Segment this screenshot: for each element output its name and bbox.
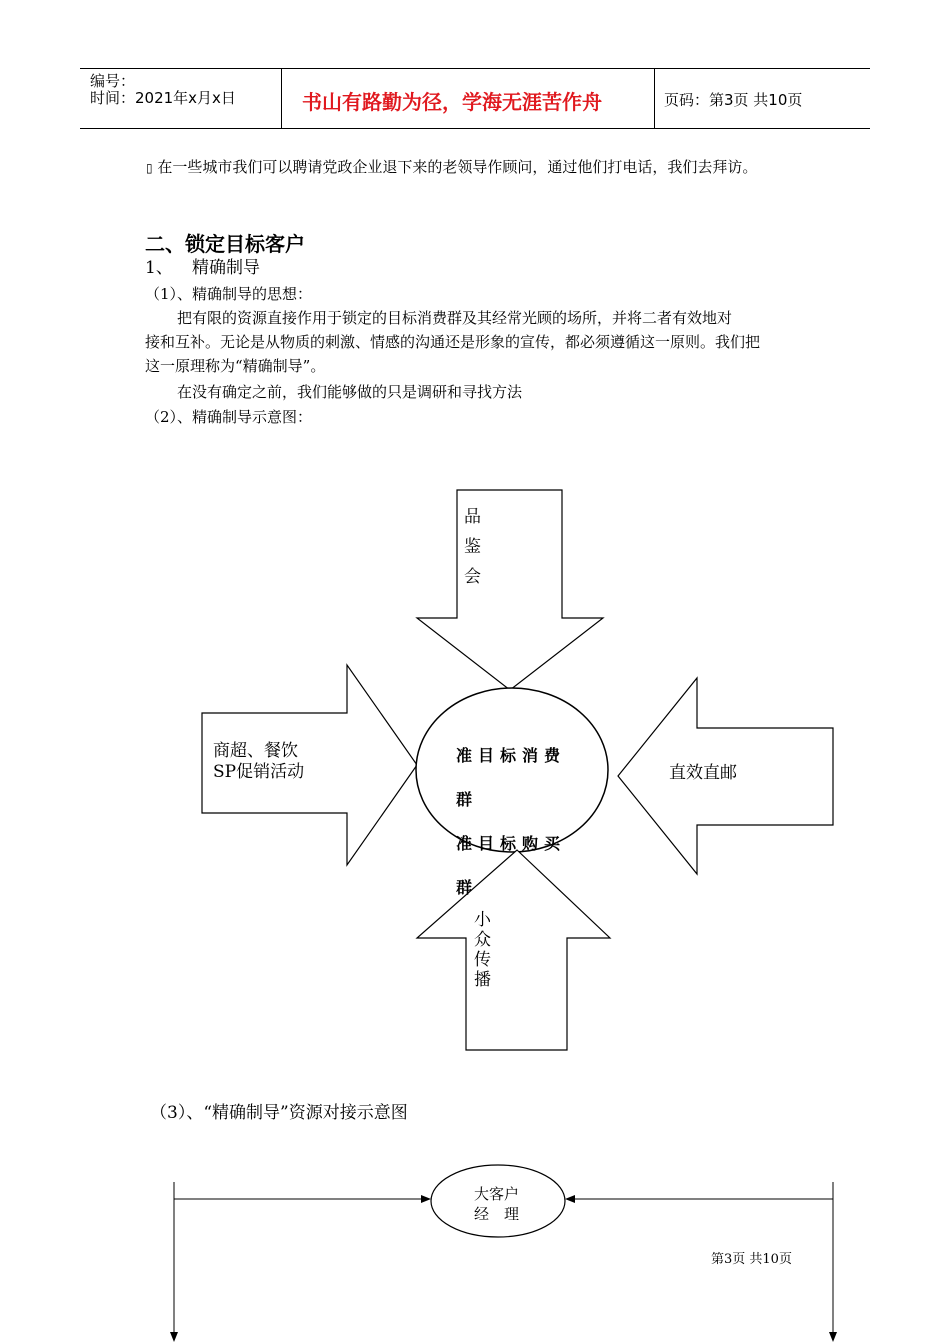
header-page-number: 页码：第3页 共10页 — [664, 91, 803, 109]
center-label: 群 — [456, 878, 479, 897]
center-label: 群 — [456, 790, 479, 809]
arrow-head-down — [170, 1332, 178, 1342]
account-manager-label: 大客户 — [474, 1185, 520, 1203]
arrow-head-down — [829, 1332, 837, 1342]
paragraph-line: 这一原理称为“精确制导”。 — [145, 357, 326, 375]
header-date: 时间：2021年x月x日 — [90, 89, 236, 107]
top-arrow-label-char: 鉴 — [464, 537, 481, 557]
center-label: 准目标购买 — [456, 834, 567, 853]
bottom-arrow-label-char: 众 — [474, 930, 491, 950]
top-arrow-label-char: 会 — [464, 567, 481, 587]
point-3: （3）、“精确制导”资源对接示意图 — [150, 1103, 408, 1123]
left-arrow-label: SP促销活动 — [213, 762, 305, 782]
section-title: 二、锁定目标客户 — [145, 232, 305, 256]
right-arrow-label: 直效直邮 — [669, 763, 737, 783]
left-arrow-label: 商超、餐饮 — [213, 741, 298, 761]
bullet-icon: ▯ — [146, 161, 153, 175]
center-label: 准目标消费 — [456, 746, 567, 765]
bottom-arrow-label-char: 小 — [474, 910, 491, 930]
account-manager-label: 经 理 — [474, 1205, 520, 1223]
paragraph-line: 把有限的资源直接作用于锁定的目标消费群及其经常光顾的场所，并将二者有效地对 — [177, 309, 733, 327]
arrow-head-left — [565, 1195, 575, 1203]
top-arrow-label-char: 品 — [464, 507, 481, 527]
bottom-arrow-shape — [417, 850, 610, 1050]
page-footer: 第3页 共10页 — [711, 1252, 792, 1267]
paragraph-line: 接和互补。无论是从物质的刺激、情感的沟通还是形象的宣传，都必须遵循这一原则。我们把 — [145, 333, 761, 351]
subsection-number: 1、 — [145, 258, 173, 278]
arrow-head-right — [421, 1195, 431, 1203]
bottom-arrow-label-char: 传 — [474, 950, 491, 970]
intro-bullet-text: 在一些城市我们可以聘请党政企业退下来的老领导作顾问，通过他们打电话，我们去拜访。 — [157, 158, 758, 176]
top-arrow-shape — [417, 490, 603, 690]
paragraph-2: 在没有确定之前，我们能够做的只是调研和寻找方法 — [177, 383, 523, 401]
subsection-title: 精确制导 — [192, 258, 260, 278]
point-1: （1）、精确制导的思想： — [145, 285, 313, 303]
header-number: 编号： — [90, 72, 136, 90]
header-motto: 书山有路勤为径，学海无涯苦作舟 — [302, 90, 602, 114]
center-ellipse — [416, 688, 608, 852]
point-2: （2）、精确制导示意图： — [145, 408, 313, 426]
bottom-arrow-label-char: 播 — [474, 970, 491, 990]
